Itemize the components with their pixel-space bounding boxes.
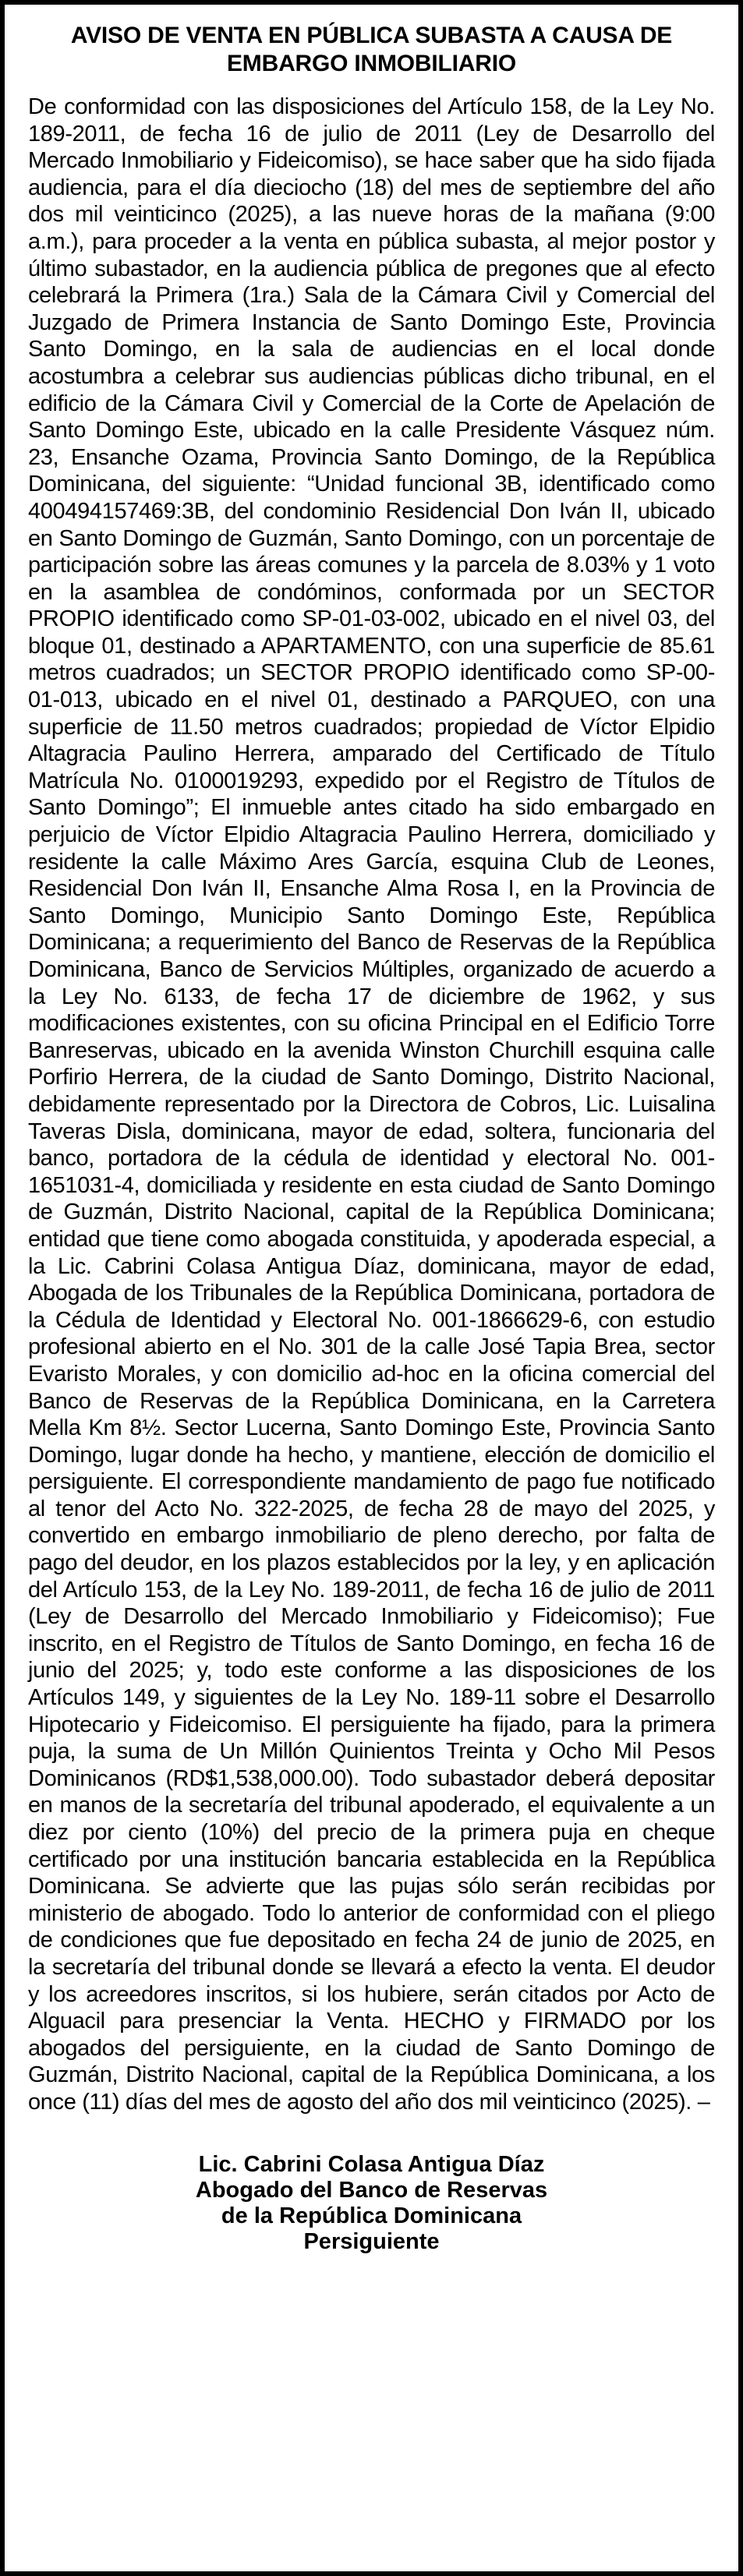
signatory-role: Abogado del Banco de Reservas: [195, 2177, 548, 2203]
signatory-name: Lic. Cabrini Colasa Antigua Díaz: [198, 2151, 545, 2177]
notice-title-line-2: EMBARGO INMOBILIARIO: [227, 51, 516, 76]
signature-block: [28, 2152, 715, 2255]
signatory-party: Persiguiente: [303, 2228, 440, 2254]
notice-body: De conformidad con las disposiciones del Artículo 158, de la Ley No. 189-2011, de fecha 16 de julio de 2011 (Ley de Desarrollo del Mercado Inmobiliario y Fideicomiso), se hace saber que ha sido fijada audiencia, para el día dieciocho (18) del mes de septiembre del año dos mil veinticinco (2025), a las nueve horas de la mañana (9:00 a.m.), para proceder a la venta en pública subasta, al mejor postor y último subastador, en la audiencia pública de pregones que al efecto celebrará la Primera (1ra.) Sala de la Cámara Civil y Comercial del Juzgado de Primera Instancia de Santo Domingo Este, Provincia Santo Domingo, en la sala de audiencias en el local donde acostumbra a celebrar sus audiencias públicas dicho tribunal, en el edificio de la Cámara Civil y Comercial de la Corte de Apelación de Santo Domingo Este, ubicado en la calle Presidente Vásquez núm. 23, Ensanche Ozama, Provincia Santo Domingo, de la República Dominicana, del siguiente: “Unidad funcional 3B, identificado como 400494157469:3B, del condominio Residencial Don Iván II, ubicado en Santo Domingo de Guzmán, Santo Domingo, con un porcentaje de participación sobre las áreas comunes y la parcela de 8.03% y 1 voto en la asamblea de condóminos, conformada por un SECTOR PROPIO identificado como SP-01-03-002, ubicado en el nivel 03, del bloque 01, destinado a APARTAMENTO, con una superficie de 85.61 metros cuadrados; un SECTOR PROPIO identificado como SP-00-01-013, ubicado en el nivel 01, destinado a PARQUEO, con una superficie de 11.50 metros cuadrados; propiedad de Víctor Elpidio Altagracia Paulino Herrera, amparado del Certificado de Título Matrícula No. 0100019293, expedido por el Registro de Títulos de Santo Domingo”; El inmueble antes citado ha sido embargado en perjuicio de Víctor Elpidio Altagracia Paulino Herrera, domiciliado y residente la calle Máximo Ares García, esquina Club de Leones, Residencial Don Iván II, Ensanche Alma Rosa I, en la Provincia de Santo Domingo, Municipio Santo Domingo Este, República Dominicana; a requerimiento del Banco de Reservas de la República Dominicana, Banco de Servicios Múltiples, organizado de acuerdo a la Ley No. 6133, de fecha 17 de diciembre de 1962, y sus modificaciones existentes, con su oficina Principal en el Edificio Torre Banreservas, ubicado en la avenida Winston Churchill esquina calle Porfirio Herrera, de la ciudad de Santo Domingo, Distrito Nacional, debidamente representado por la Directora de Cobros, Lic. Luisalina Taveras Disla, dominicana, mayor de edad, soltera, funcionaria del banco, portadora de la cédula de identidad y electoral No. 001-1651031-4, domiciliada y residente en esta ciudad de Santo Domingo de Guzmán, Distrito Nacional, capital de la República Dominicana; entidad que tiene como abogada constituida, y apoderada especial, a la Lic. Cabrini Colasa Antigua Díaz, dominicana, mayor de edad, Abogada de los Tribunales de la República Dominicana, portadora de la Cédula de Identidad y Electoral No. 001-1866629-6, con estudio profesional abierto en el No. 301 de la calle José Tapia Brea, sector Evaristo Morales, y con domicilio ad-hoc en la oficina comercial del Banco de Reservas de la República Dominicana, en la Carretera Mella Km 8½. Sector Lucerna, Santo Domingo Este, Provincia Santo Domingo, lugar donde ha hecho, y mantiene, elección de domicilio el persiguiente. El correspondiente mandamiento de pago fue notificado al tenor del Acto No. 322-2025, de fecha 28 de mayo del 2025, y convertido en embargo inmobiliario de pleno derecho, por falta de pago del deudor, en los plazos establecidos por la ley, y en aplicación del Artículo 153, de la Ley No. 189-2011, de fecha 16 de julio de 2011 (Ley de Desarrollo del Mercado Inmobiliario y Fideicomiso); Fue inscrito, en el Registro de Títulos de Santo Domingo, en fecha 16 de junio del 2025; y, todo este conforme a las disposiciones de los Artículos 149, y siguientes de la Ley No. 189-11 sobre el Desarrollo Hipotecario y Fideicomiso. El persiguiente ha fijado, para la primera puja, la suma de Un Millón Quinientos Treinta y Ocho Mil Pesos Dominicanos (RD$1,538,000.00). Todo subastador deberá depositar en manos de la secretaría del tribunal apoderado, el equivalente a un diez por ciento (10%) del precio de la primera puja en cheque certificado por una institución bancaria establecida en la República Dominicana. Se advierte que las pujas sólo serán recibidas por ministerio de abogado. Todo lo anterior de conformidad con el pliego de condiciones que fue depositado en fecha 24 de junio de 2025, en la secretaría del tribunal donde se llevará a efecto la venta. El deudor y los acreedores inscritos, si los hubiere, serán citados por Acto de Alguacil para presenciar la Venta. HECHO y FIRMADO por los abogados del persiguiente, en la ciudad de Santo Domingo de Guzmán, Distrito Nacional, capital de la República Dominicana, a los once (11) días del mes de agosto del año dos mil veinticinco (2025). –: [28, 94, 715, 2115]
notice-title: [28, 22, 715, 78]
notice-title-line-1: AVISO DE VENTA EN PÚBLICA SUBASTA A CAUSA DE: [70, 23, 673, 48]
signatory-institution: de la República Dominicana: [221, 2203, 522, 2228]
